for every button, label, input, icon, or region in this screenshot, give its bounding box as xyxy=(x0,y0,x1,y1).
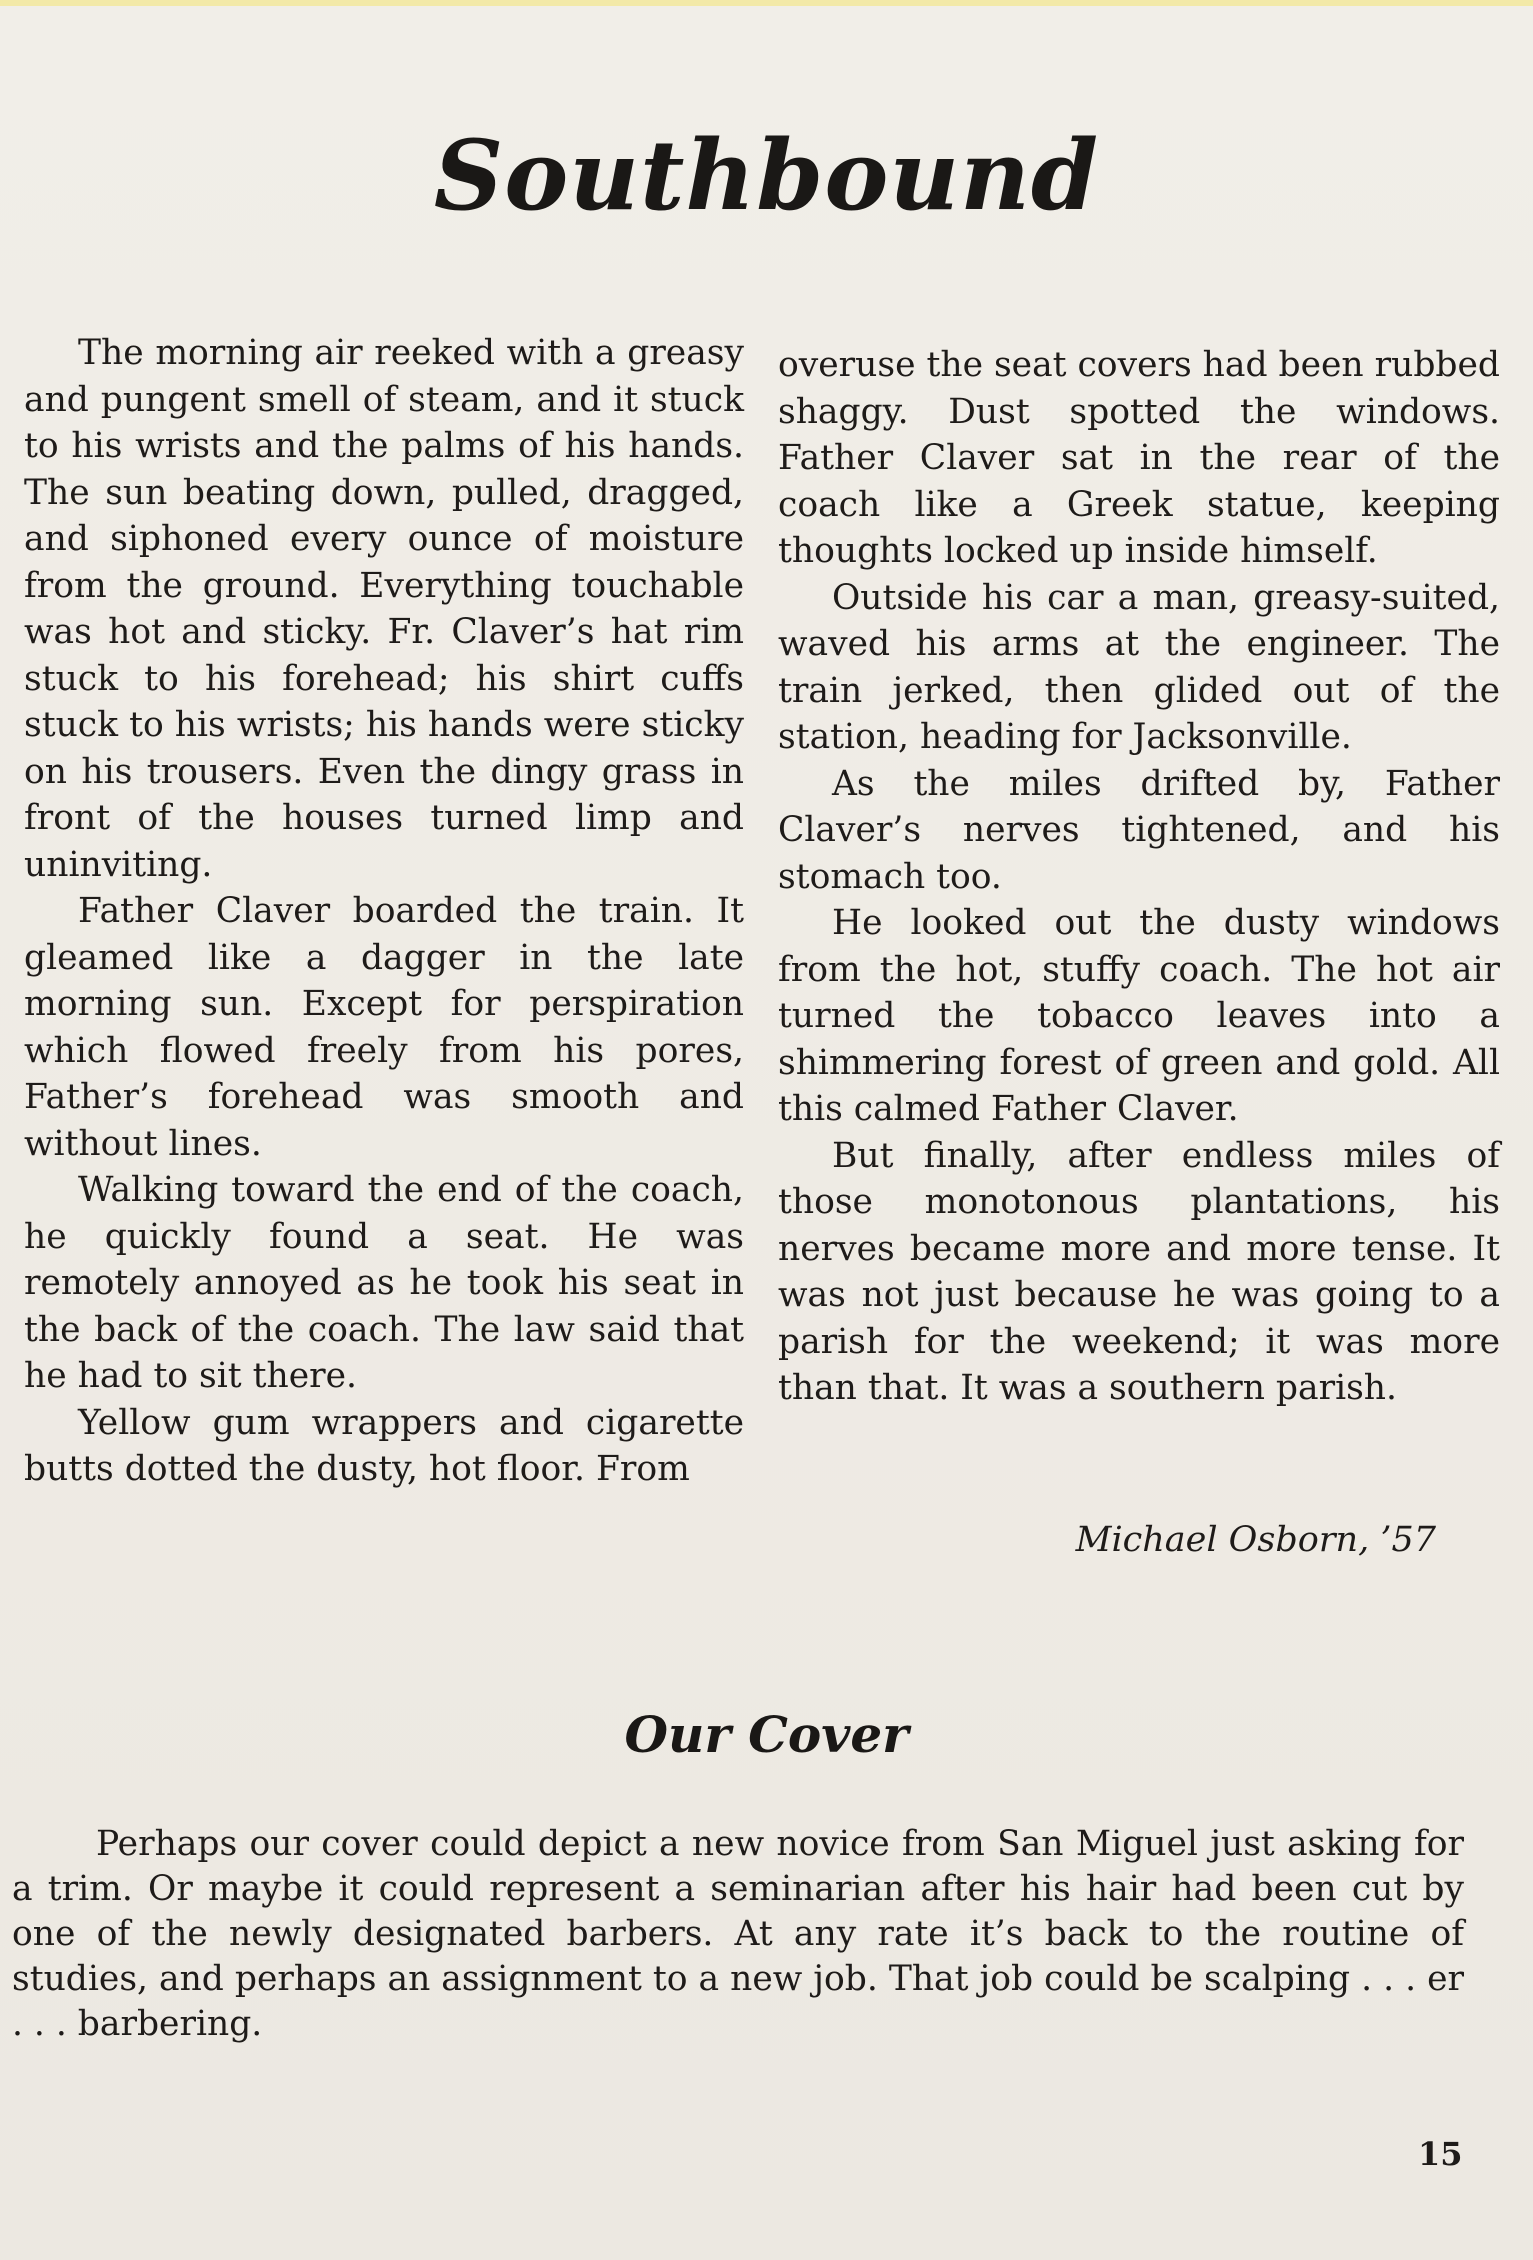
story-right-column xyxy=(778,342,1500,1412)
cover-description xyxy=(12,1822,1464,2047)
story-title: Southbound xyxy=(433,119,1100,232)
story-paragraph: Walking toward the end of the coach, he quickly found a seat. He was remotely annoyed as he took his seat in the back of the coach. The law said that he had to sit there. xyxy=(24,1170,744,1396)
story-paragraph: The morning air reeked with a greasy and pungent smell of steam, and it stuck to his wrists and the palms of his hands. The sun beating down, pulled, dragged, and siphoned every ounce of moisture from the ground. Everything touchable was hot and sticky. Fr. Claver’s hat rim stuck to his forehead; his shirt cuffs stuck to his wrists; his hands were sticky on his trousers. Even the dingy grass in front of the houses turned limp and uninviting. xyxy=(24,333,744,885)
story-paragraph-continuation: overuse the seat covers had been rubbed shaggy. Dust spotted the windows. Father Claver sat in the rear of the coach like a Greek statue, keeping thoughts locked up inside himself. xyxy=(778,345,1500,571)
author-byline: Michael Osborn, ’57 xyxy=(1075,1520,1436,1560)
story-paragraph: Father Claver boarded the train. It gleamed like a dagger in the late morning sun. Except for perspiration which flowed freely from his pores, Father’s forehead was smooth and without lines. xyxy=(24,891,744,1164)
story-paragraph: As the miles drifted by, Father Claver’s nerves tightened, and his stomach too. xyxy=(778,763,1500,897)
section-heading: Our Cover xyxy=(624,1705,909,1764)
story-left-column xyxy=(24,330,744,1493)
story-paragraph: Outside his car a man, greasy-suited, waved his arms at the engineer. The train jerked, then glided out of the station, heading for Jacksonville. xyxy=(778,577,1500,757)
story-paragraph: Yellow gum wrappers and cigarette butts dotted the dusty, hot floor. From xyxy=(24,1402,744,1489)
story-paragraph: But finally, after endless miles of those monotonous plantations, his nerves became more and more tense. It was not just because he was going to a parish for the weekend; it was more than that. It was a southern parish. xyxy=(778,1135,1500,1408)
page-number: 15 xyxy=(1418,2135,1463,2173)
story-paragraph: He looked out the dusty windows from the hot, stuffy coach. The hot air turned the tobacco leaves into a shimmering forest of green and gold. All this calmed Father Claver. xyxy=(778,903,1500,1129)
cover-paragraph: Perhaps our cover could depict a new novice from San Miguel just asking for a trim. Or maybe it could represent a seminarian after his hair had been cut by one of the newly designated barbers. At any rate it’s back to the routine of studies, and perhaps an assignment to a new job. That job could be scalping . . . er . . . barbering. xyxy=(12,1824,1464,2044)
page-edge-strip xyxy=(0,0,1533,6)
